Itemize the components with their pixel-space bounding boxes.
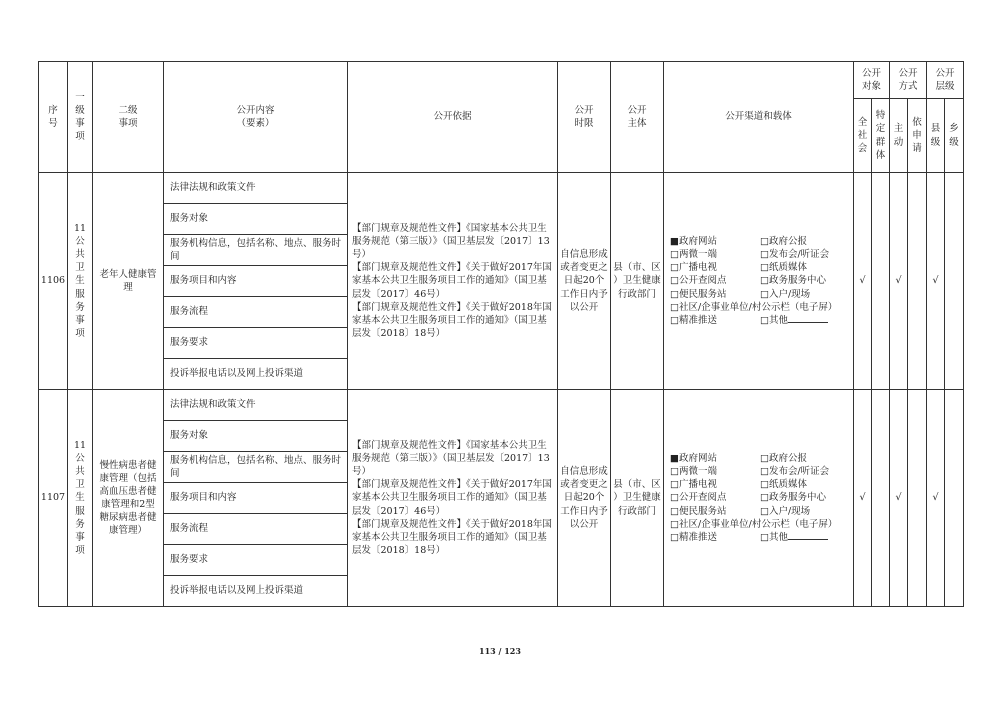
row-level2: 老年人健康管 理 (93, 173, 164, 390)
channel-line (670, 452, 847, 465)
header-level2: 二级 事项 (93, 62, 164, 173)
channel-line (670, 531, 847, 544)
content-item: 法律法规和政策文件 (164, 390, 348, 421)
channel-option: □其他 (760, 314, 788, 326)
basis-entry: 【部门规章及规范性文件】《国家基本公共卫生服务规范（第三版）》（国卫基层发〔2017〕13号） (352, 440, 550, 478)
channel-line (670, 301, 847, 314)
channel-line (670, 248, 847, 261)
row-seq: 1106 (39, 173, 68, 390)
check-obj-specific (872, 390, 890, 607)
header-content-sub: （要素） (236, 118, 275, 129)
check-obj-all: √ (854, 173, 872, 390)
header-obj-specific: 特 定 群 体 (872, 99, 890, 173)
content-item: 服务机构信息，包括名称、地点、服务时间 (164, 235, 348, 266)
channel-option: □发布会/听证会 (760, 466, 830, 478)
check-method-active: √ (890, 390, 908, 607)
channel-option: □纸质媒体 (760, 262, 807, 274)
check-level-township (945, 390, 964, 607)
channel-option: □两微一端 (670, 466, 717, 478)
channel-option: □公开查阅点 (670, 275, 727, 287)
row-channels (664, 390, 854, 607)
fill-blank (788, 531, 828, 540)
content-item: 服务流程 (164, 514, 348, 545)
channel-line (670, 478, 847, 491)
channel-option: □入户/现场 (760, 288, 811, 300)
row-subject: 县（市、区 ）卫生健康 行政部门 (611, 173, 664, 390)
row-subject: 县（市、区 ）卫生健康 行政部门 (611, 390, 664, 607)
channel-option: □政务服务中心 (760, 275, 826, 287)
channel-line (670, 314, 847, 327)
header-method-active: 主 动 (890, 99, 908, 173)
header-level-county: 县 级 (927, 99, 945, 173)
channel-option: ■政府网站 (670, 453, 717, 465)
channel-option: □公开查阅点 (670, 492, 727, 504)
basis-entry: 【部门规章及规范性文件】《关于做好2017年国家基本公共卫生服务项目工作的通知》（国卫基层发〔2017〕46号） (352, 479, 552, 517)
channel-option: □广播电视 (670, 479, 717, 491)
channel-option: □便民服务站 (670, 288, 727, 300)
header-method-group: 公开 方式 (890, 62, 927, 99)
basis-entry: 【部门规章及规范性文件】《关于做好2018年国家基本公共卫生服务项目工作的通知》（国卫基层发〔2018〕18号） (352, 518, 552, 556)
channel-line (670, 235, 847, 248)
channel-line (670, 505, 847, 518)
channel-line (670, 465, 847, 478)
header-obj-group: 公开 对象 (854, 62, 890, 99)
content-item: 服务流程 (164, 297, 348, 328)
header-basis: 公开依据 (348, 62, 558, 173)
header-level1: 一 级 事 项 (68, 62, 93, 173)
check-obj-all: √ (854, 390, 872, 607)
channel-option: □便民服务站 (670, 505, 727, 517)
header-level-township: 乡 级 (945, 99, 964, 173)
channel-option: □入户/现场 (760, 505, 811, 517)
check-method-active: √ (890, 173, 908, 390)
content-item: 法律法规和政策文件 (164, 173, 348, 204)
disclosure-table (38, 61, 964, 607)
channel-option: □政府公报 (760, 453, 807, 465)
content-item: 投诉举报电话以及网上投诉渠道 (164, 359, 348, 390)
channel-line (670, 518, 847, 531)
content-item: 服务要求 (164, 545, 348, 576)
table-row (39, 390, 964, 421)
row-level2: 慢性病患者健 康管理（包括 高血压患者健 康管理和2型 糖尿病患者健 康管理） (93, 390, 164, 607)
header-time-limit: 公开 时限 (558, 62, 611, 173)
check-obj-specific (872, 173, 890, 390)
row-time-limit: 自信息形成 或者变更之 日起20个 工作日内予 以公开 (558, 390, 611, 607)
header-subject: 公开 主体 (611, 62, 664, 173)
page-number: 113 / 123 (479, 646, 521, 656)
row-time-limit: 自信息形成 或者变更之 日起20个 工作日内予 以公开 (558, 173, 611, 390)
content-item: 服务要求 (164, 328, 348, 359)
channel-option: □其他 (760, 531, 788, 543)
check-level-county: √ (927, 390, 945, 607)
header-level-group: 公开 层级 (927, 62, 964, 99)
channel-option: □社区/企事业单位/村公示栏（电子屏） (670, 301, 838, 313)
basis-entry: 【部门规章及规范性文件】《关于做好2018年国家基本公共卫生服务项目工作的通知》（国卫基层发〔2018〕18号） (352, 301, 552, 339)
check-level-township (945, 173, 964, 390)
channel-line (670, 288, 847, 301)
channel-option: □广播电视 (670, 262, 717, 274)
channel-option: □政务服务中心 (760, 492, 826, 504)
content-item: 服务项目和内容 (164, 266, 348, 297)
row-level1: 11 公 共 卫 生 服 务 事 项 (68, 390, 93, 607)
channel-line (670, 491, 847, 504)
channel-option: ■政府网站 (670, 236, 717, 248)
header-channel: 公开渠道和载体 (664, 62, 854, 173)
basis-entry: 【部门规章及规范性文件】《关于做好2017年国家基本公共卫生服务项目工作的通知》（国卫基层发〔2017〕46号） (352, 262, 552, 300)
row-level1: 11 公 共 卫 生 服 务 事 项 (68, 173, 93, 390)
header-method-apply: 依 申 请 (908, 99, 927, 173)
header-seq: 序 号 (39, 62, 68, 173)
row-basis (348, 173, 558, 390)
channel-line (670, 261, 847, 274)
channel-option: □精准推送 (670, 314, 717, 326)
content-item: 投诉举报电话以及网上投诉渠道 (164, 576, 348, 607)
content-item: 服务机构信息，包括名称、地点、服务时间 (164, 452, 348, 483)
channel-option: □精准推送 (670, 531, 717, 543)
check-level-county: √ (927, 173, 945, 390)
header-obj-all: 全 社 会 (854, 99, 872, 173)
channel-option: □政府公报 (760, 236, 807, 248)
header-content-label: 公开内容 (236, 104, 275, 116)
content-item: 服务对象 (164, 204, 348, 235)
row-channels (664, 173, 854, 390)
channel-line (670, 274, 847, 287)
table-row (39, 173, 964, 204)
fill-blank (788, 314, 828, 323)
channel-option: □社区/企事业单位/村公示栏（电子屏） (670, 518, 838, 530)
basis-entry: 【部门规章及规范性文件】《国家基本公共卫生服务规范（第三版）》（国卫基层发〔2017〕13号） (352, 223, 550, 261)
table-body (39, 173, 964, 607)
header-content (164, 62, 348, 173)
check-method-apply (908, 173, 927, 390)
row-basis (348, 390, 558, 607)
row-seq: 1107 (39, 390, 68, 607)
content-item: 服务项目和内容 (164, 483, 348, 514)
check-method-apply (908, 390, 927, 607)
content-item: 服务对象 (164, 421, 348, 452)
channel-option: □纸质媒体 (760, 479, 807, 491)
channel-option: □发布会/听证会 (760, 249, 830, 261)
channel-option: □两微一端 (670, 249, 717, 261)
